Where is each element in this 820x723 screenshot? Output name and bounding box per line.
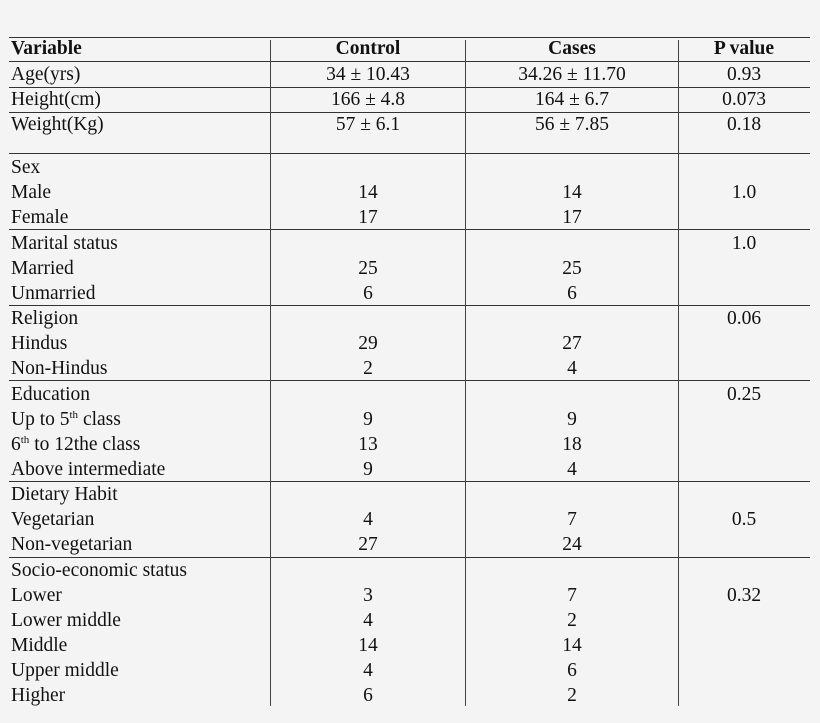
control-value: 6 xyxy=(363,283,373,304)
control-value: 27 xyxy=(358,534,378,555)
cases-value: 56 ± 7.85 xyxy=(534,114,610,135)
cases-value: 6 xyxy=(567,283,577,304)
control-value: 57 ± 6.1 xyxy=(335,114,401,135)
row-label: Middle xyxy=(11,635,68,656)
row-label: Hindus xyxy=(11,333,68,354)
header-cases: Cases xyxy=(548,38,596,59)
p-value: 0.073 xyxy=(722,89,766,110)
section-label: Education xyxy=(11,384,91,405)
p-value: 0.93 xyxy=(726,64,762,85)
control-value: 13 xyxy=(358,434,378,455)
p-value: 1.0 xyxy=(731,182,757,203)
row-label: Female xyxy=(11,207,69,228)
p-value: 1.0 xyxy=(731,233,757,254)
control-value: 4 xyxy=(363,509,373,530)
cases-value: 18 xyxy=(562,434,582,455)
row-label: Unmarried xyxy=(11,283,96,304)
cases-value: 25 xyxy=(562,258,582,279)
row-label: Lower middle xyxy=(11,610,121,631)
control-value: 4 xyxy=(363,610,373,631)
p-value: 0.32 xyxy=(726,585,762,606)
section-label: Religion xyxy=(11,308,79,329)
cases-value: 4 xyxy=(567,358,577,379)
row-label: Higher xyxy=(11,685,66,706)
p-value: 0.5 xyxy=(731,509,757,530)
header-variable: Variable xyxy=(11,38,82,59)
control-value: 29 xyxy=(358,333,378,354)
section-label: Dietary Habit xyxy=(11,484,118,505)
row-label: Above intermediate xyxy=(11,459,166,480)
p-value: 0.25 xyxy=(726,384,762,405)
row-label: Male xyxy=(11,182,52,203)
row-label: Vegetarian xyxy=(11,509,95,530)
row-label: Married xyxy=(11,258,74,279)
control-value: 34 ± 10.43 xyxy=(326,64,410,85)
control-value: 3 xyxy=(363,585,373,606)
control-value: 2 xyxy=(363,358,373,379)
cases-value: 27 xyxy=(562,333,582,354)
row-label: Age(yrs) xyxy=(11,64,81,85)
control-value: 6 xyxy=(363,685,373,706)
cases-value: 2 xyxy=(567,610,577,631)
control-value: 14 xyxy=(358,635,378,656)
cases-value: 24 xyxy=(562,534,582,555)
row-label: Non-Hindus xyxy=(11,358,108,379)
section-label: Sex xyxy=(11,157,41,178)
row-label: Non-vegetarian xyxy=(11,534,133,555)
cases-value: 2 xyxy=(567,685,577,706)
row-label: 6th to 12the class xyxy=(11,434,141,455)
cases-value: 34.26 ± 11.70 xyxy=(518,64,626,85)
cases-value: 14 xyxy=(562,182,582,203)
cases-value: 9 xyxy=(567,409,577,430)
section-rule xyxy=(9,153,810,154)
control-value: 25 xyxy=(358,258,378,279)
p-value: 0.06 xyxy=(726,308,762,329)
control-value: 9 xyxy=(363,459,373,480)
control-value: 14 xyxy=(358,182,378,203)
section-label: Marital status xyxy=(11,233,118,254)
row-label: Upper middle xyxy=(11,660,119,681)
p-value: 0.18 xyxy=(726,114,762,135)
cases-value: 6 xyxy=(567,660,577,681)
cases-value: 164 ± 6.7 xyxy=(534,89,610,110)
row-label: Lower xyxy=(11,585,62,606)
section-label: Socio-economic status xyxy=(11,560,188,581)
cases-value: 4 xyxy=(567,459,577,480)
control-value: 9 xyxy=(363,409,373,430)
row-label: Height(cm) xyxy=(11,89,101,110)
control-value: 4 xyxy=(363,660,373,681)
control-value: 166 ± 4.8 xyxy=(330,89,406,110)
cases-value: 7 xyxy=(567,509,577,530)
cases-value: 17 xyxy=(562,207,582,228)
header-control: Control xyxy=(335,38,401,59)
row-label: Up to 5th class xyxy=(11,409,121,430)
cases-value: 14 xyxy=(562,635,582,656)
control-value: 17 xyxy=(358,207,378,228)
header-pvalue: P value xyxy=(713,38,775,59)
row-label: Weight(Kg) xyxy=(11,114,104,135)
cases-value: 7 xyxy=(567,585,577,606)
